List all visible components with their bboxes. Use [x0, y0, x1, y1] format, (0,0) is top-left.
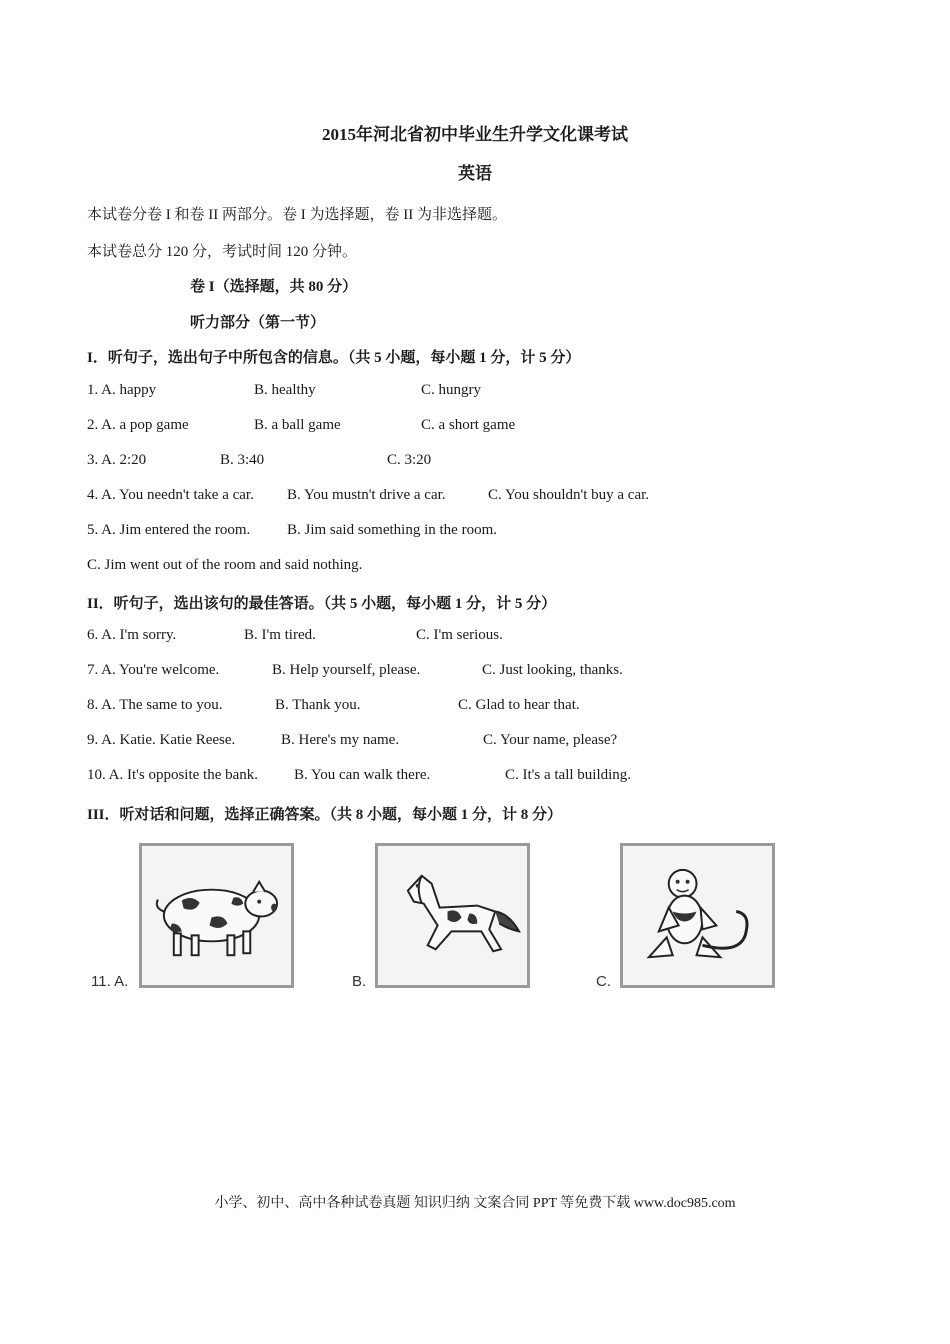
q11-label-b: B.	[352, 973, 367, 990]
q4-option-a: 4. A. You needn't take a car.	[87, 487, 254, 503]
listening-heading: 听力部分（第一节）	[190, 315, 326, 331]
q3-option-b: B. 3:40	[220, 452, 265, 468]
horse-illustration	[375, 843, 530, 988]
q7-option-a: 7. A. You're welcome.	[87, 662, 220, 678]
exam-subject: 英语	[458, 164, 492, 183]
exam-title: 2015年河北省初中毕业生升学文化课考试	[322, 125, 628, 144]
q3-option-a: 3. A. 2:20	[87, 452, 147, 468]
q4-option-b: B. You mustn't drive a car.	[287, 487, 446, 503]
q2-option-c: C. a short game	[421, 417, 516, 433]
q7-option-b: B. Help yourself, please.	[272, 662, 421, 678]
footer-text: 小学、初中、高中各种试卷真题 知识归纳 文案合同 PPT 等免费下载 www.doc985.com	[214, 1196, 736, 1211]
q10-option-a: 10. A. It's opposite the bank.	[87, 767, 259, 783]
q2-option-b: B. a ball game	[254, 417, 341, 433]
q6-option-a: 6. A. I'm sorry.	[87, 627, 177, 643]
q9-option-b: B. Here's my name.	[281, 732, 400, 748]
pig-illustration	[139, 843, 294, 988]
part3-heading: III．听对话和问题，选择正确答案。（共 8 小题，每小题 1 分，计 8 分）	[87, 807, 563, 823]
q8-option-b: B. Thank you.	[275, 697, 361, 713]
part1-heading: I．听句子，选出句子中所包含的信息。（共 5 小题，每小题 1 分，计 5 分）	[87, 350, 581, 366]
q2-option-a: 2. A. a pop game	[87, 417, 189, 433]
q11-label-a: 11. A.	[91, 973, 129, 990]
q8-option-c: C. Glad to hear that.	[458, 697, 580, 713]
volume-heading: 卷 I（选择题，共 80 分）	[190, 279, 358, 295]
q6-option-b: B. I'm tired.	[244, 627, 316, 643]
q5-option-c: C. Jim went out of the room and said nothing.	[87, 557, 363, 573]
q7-option-c: C. Just looking, thanks.	[482, 662, 623, 678]
monkey-illustration	[620, 843, 775, 988]
q5-option-a: 5. A. Jim entered the room.	[87, 522, 251, 538]
q8-option-a: 8. A. The same to you.	[87, 697, 223, 713]
q1-option-a: 1. A. happy	[87, 382, 157, 398]
q1-option-b: B. healthy	[254, 382, 316, 398]
q6-option-c: C. I'm serious.	[416, 627, 503, 643]
q9-option-c: C. Your name, please?	[483, 732, 618, 748]
q4-option-c: C. You shouldn't buy a car.	[488, 487, 650, 503]
intro-line-2: 本试卷总分 120 分，考试时间 120 分钟。	[87, 244, 358, 260]
q5-option-b: B. Jim said something in the room.	[287, 522, 497, 538]
intro-line-1: 本试卷分卷 I 和卷 II 两部分。卷 I 为选择题，卷 II 为非选择题。	[87, 207, 507, 223]
q1-option-c: C. hungry	[421, 382, 481, 398]
q9-option-a: 9. A. Katie. Katie Reese.	[87, 732, 236, 748]
part2-heading: II．听句子，选出该句的最佳答语。（共 5 小题，每小题 1 分，计 5 分）	[87, 596, 557, 612]
q11-label-c: C.	[596, 973, 611, 990]
q10-option-b: B. You can walk there.	[294, 767, 431, 783]
q10-option-c: C. It's a tall building.	[505, 767, 632, 783]
q3-option-c: C. 3:20	[387, 452, 432, 468]
